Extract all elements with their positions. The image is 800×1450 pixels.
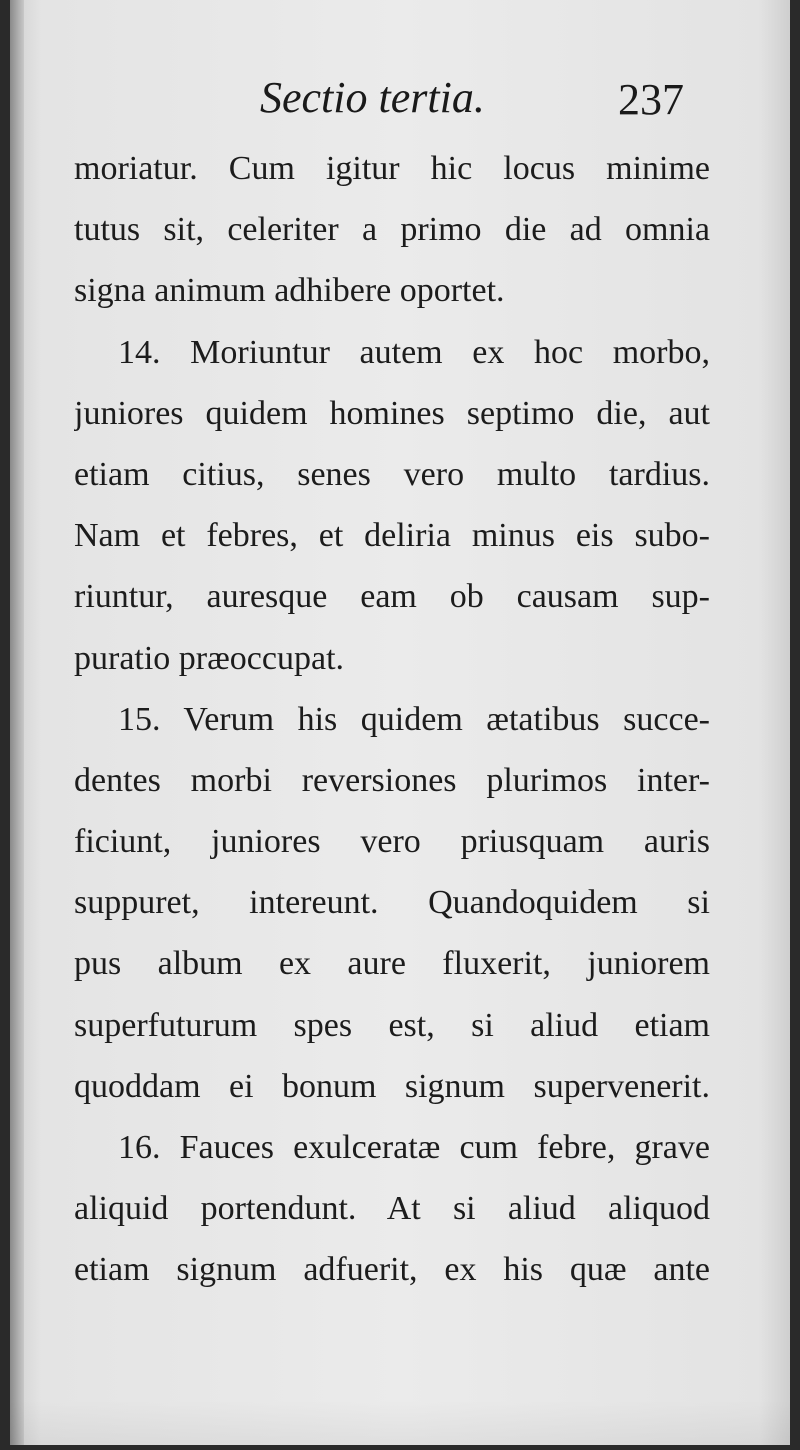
book-page: [10, 0, 790, 1445]
text-line: Nam et febres, et deliria minus eis subo-: [74, 517, 710, 555]
page-spine-edge: [10, 0, 24, 1445]
text-line: pus album ex aure fluxerit, juniorem: [74, 945, 710, 983]
text-line: signa animum adhibere oportet.: [74, 272, 505, 310]
section-title: Sectio tertia.: [260, 73, 485, 122]
text-line: superfuturum spes est, si aliud etiam: [74, 1006, 710, 1044]
running-head: [70, 72, 710, 132]
text-line: quoddam ei bonum signum supervenerit.: [74, 1067, 710, 1105]
text-line: ficiunt, juniores vero priusquam auris: [74, 823, 710, 861]
text-line: suppuret, intereunt. Quandoquidem si: [74, 884, 710, 922]
page-number: 237: [618, 75, 684, 124]
paragraph-start-14: 14. Moriuntur autem ex hoc morbo,: [118, 333, 710, 371]
text-line: moriatur. Cum igitur hic locus minime: [74, 150, 710, 187]
text-line: etiam signum adfuerit, ex his quæ ante: [74, 1251, 710, 1289]
text-line: riuntur, auresque eam ob causam sup-: [74, 578, 710, 616]
text-line: puratio præoccupat.: [74, 639, 345, 677]
body-text: [74, 138, 710, 1301]
text-line: etiam citius, senes vero multo tardius.: [74, 455, 710, 493]
paragraph-start-16: 16. Fauces exulceratæ cum febre, grave: [118, 1129, 710, 1166]
page-bottom-shading: [10, 1400, 790, 1445]
text-line: aliquid portendunt. At si aliud aliquod: [74, 1190, 710, 1228]
text-line: tutus sit, celeriter a primo die ad omnia: [74, 211, 710, 249]
text-line: juniores quidem homines septimo die, aut: [74, 394, 710, 432]
text-line: dentes morbi reversiones plurimos inter-: [74, 761, 710, 799]
paragraph-start-15: 15. Verum his quidem ætatibus succe-: [118, 700, 710, 738]
